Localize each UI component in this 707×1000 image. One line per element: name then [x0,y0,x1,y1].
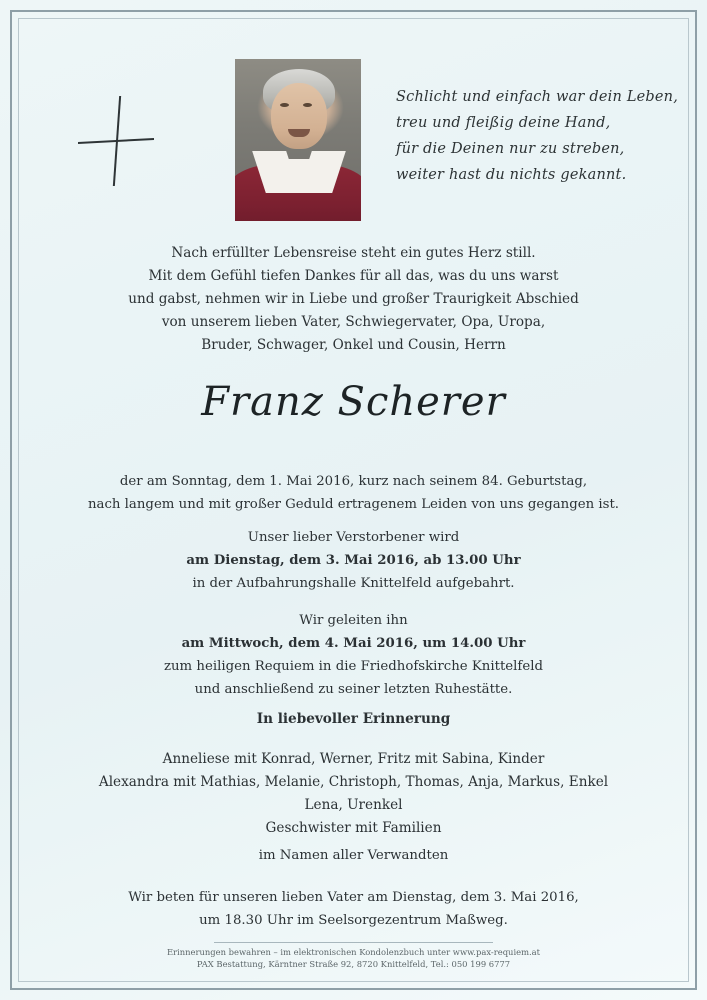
deceased-name: Franz Scherer [201,379,506,425]
remembrance-text: In liebevoller Erinnerung [256,711,451,727]
prayer-line-2: um 18.30 Uhr im Seelsorgezentrum Maßweg. [199,913,508,928]
memorial-poem [396,84,679,188]
relatives-text: im Namen aller Verwandten [258,848,449,863]
laying-out-line-1: Unser lieber Verstorbener wird [247,530,460,545]
family-line-2: Alexandra mit Mathias, Melanie, Christoph, Thomas, Anja, Markus, Enkel [98,774,609,790]
family-list [24,748,683,840]
intro-text [24,242,683,357]
footer-text [24,946,683,970]
funeral-line-3: zum heiligen Requiem in die Friedhofskirche Knittelfeld [163,659,543,674]
funeral-line-4: und anschließend zu seiner letzten Ruhestätte. [194,682,513,697]
family-line-4: Geschwister mit Familien [265,820,442,836]
intro-line-5: Bruder, Schwager, Onkel und Cousin, Herrn [201,337,506,353]
laying-out-line-3: in der Aufbahrungshalle Knittelfeld aufgebahrt. [192,576,515,591]
portrait-face [271,83,327,149]
poem-line-1: Schlicht und einfach war dein Leben, [396,89,679,105]
card-content [24,24,683,976]
footer-divider [214,942,493,943]
prayer-details [24,886,683,932]
intro-line-2: Mit dem Gefühl tiefen Dankes für all das, was du uns warst [148,268,559,284]
family-line-1: Anneliese mit Konrad, Werner, Fritz mit Sabina, Kinder [162,751,545,767]
intro-line-3: und gabst, nehmen wir in Liebe und großer Traurigkeit Abschied [128,291,579,307]
funeral-line-2: am Mittwoch, dem 4. Mai 2016, um 14.00 Uhr [181,636,526,651]
portrait-eye-left [280,103,289,107]
portrait-background [235,59,361,221]
portrait-photo [235,59,361,221]
intro-line-1: Nach erfüllter Lebensreise steht ein gutes Herz still. [171,245,536,261]
laying-out-line-2: am Dienstag, dem 3. Mai 2016, ab 13.00 Uhr [186,553,521,568]
prayer-line-1: Wir beten für unseren lieben Vater am Dienstag, dem 3. Mai 2016, [128,890,579,905]
footer-line-2: PAX Bestattung, Kärntner Straße 92, 8720 Knittelfeld, Tel.: 050 199 6777 [196,959,511,969]
cross-icon [76,96,156,186]
death-details [24,470,683,516]
poem-line-3: für die Deinen nur zu streben, [396,141,625,157]
poem-line-2: treu und fleißig deine Hand, [396,115,611,131]
death-details-line-2: nach langem und mit großer Geduld ertragenem Leiden von uns gegangen ist. [87,497,620,512]
laying-out-details [24,526,683,595]
funeral-line-1: Wir geleiten ihn [299,613,408,628]
footer-line-1: Erinnerungen bewahren – im elektronischen Kondolenzbuch unter www.pax-requiem.at [166,947,541,957]
portrait-eye-right [303,103,312,107]
poem-line-4: weiter hast du nichts gekannt. [396,167,627,183]
funeral-details [24,609,683,701]
death-details-line-1: der am Sonntag, dem 1. Mai 2016, kurz nach seinem 84. Geburtstag, [119,474,588,489]
intro-line-4: von unserem lieben Vater, Schwiegervater, Opa, Uropa, [161,314,546,330]
family-line-3: Lena, Urenkel [304,797,403,813]
